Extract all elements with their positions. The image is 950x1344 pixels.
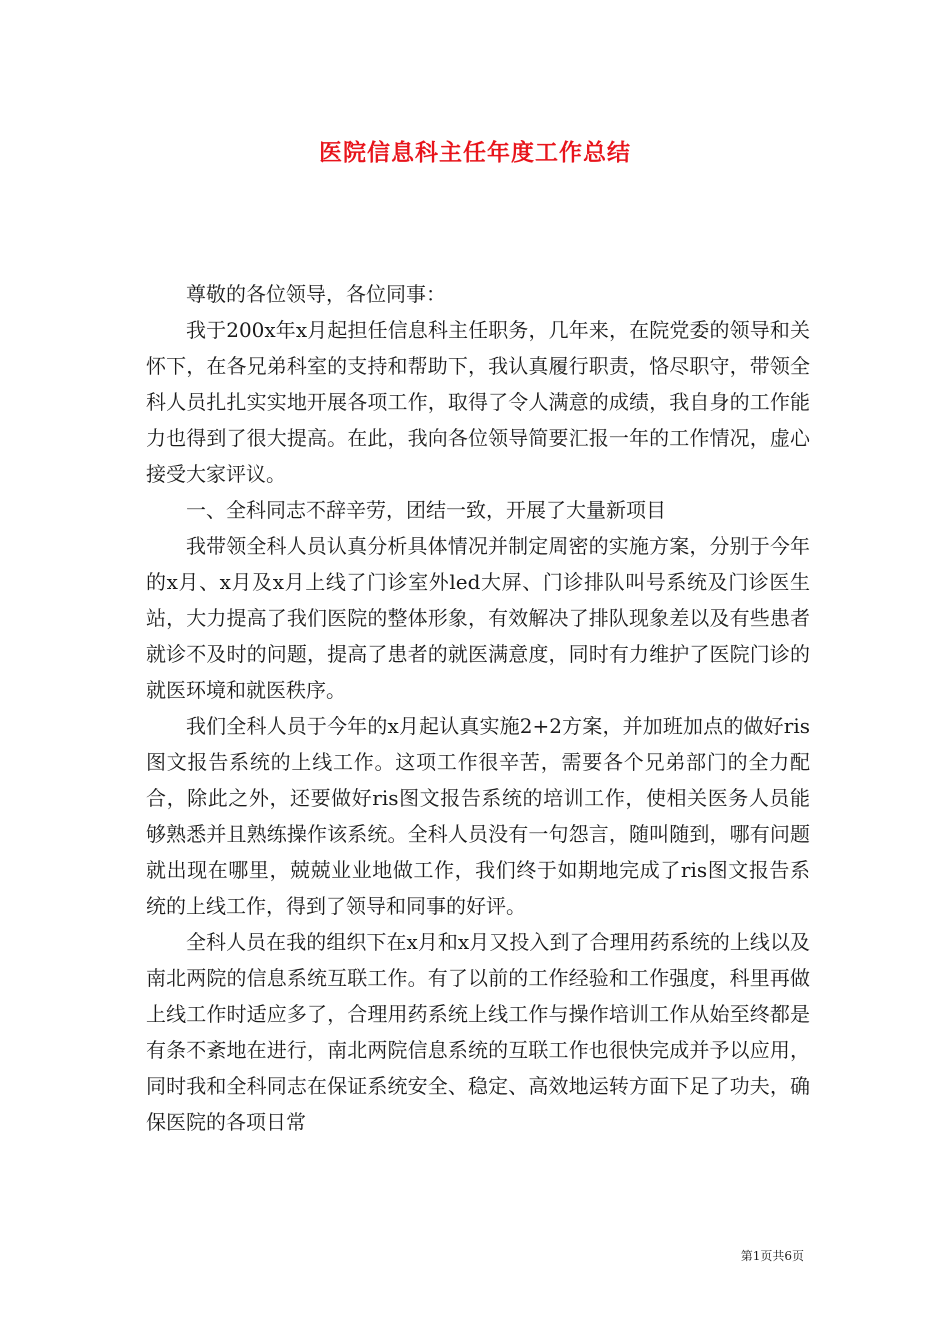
document-body bbox=[146, 276, 810, 1140]
section-heading-1: 一、全科同志不辞辛劳，团结一致，开展了大量新项目 bbox=[186, 498, 666, 522]
body-paragraph: 我带领全科人员认真分析具体情况并制定周密的实施方案，分别于今年的x月、x月及x月上线了门诊室外led大屏、门诊排队叫号系统及门诊医生站，大力提高了我们医院的整体形象，有效解决了排队现象差以及有些患者就诊不及时的问题，提高了患者的就医满意度，同时有力维护了医院门诊的就医环境和就医秩序。 bbox=[146, 534, 810, 702]
intro-paragraph: 我于200x年x月起担任信息科主任职务，几年来，在院党委的领导和关怀下，在各兄弟科室的支持和帮助下，我认真履行职责，恪尽职守，带领全科人员扎扎实实地开展各项工作，取得了令人满意的成绩，我自身的工作能力也得到了很大提高。在此，我向各位领导简要汇报一年的工作情况，虚心接受大家评议。 bbox=[146, 318, 810, 486]
page-number: 第1页共6页 bbox=[740, 1249, 804, 1263]
body-paragraph: 全科人员在我的组织下在x月和x月又投入到了合理用药系统的上线以及南北两院的信息系统互联工作。有了以前的工作经验和工作强度，科里再做上线工作时适应多了，合理用药系统上线工作与操作培训工作从始至终都是有条不紊地在进行，南北两院信息系统的互联工作也很快完成并予以应用，同时我和全科同志在保证系统安全、稳定、高效地运转方面下足了功夫，确保医院的各项日常 bbox=[146, 930, 810, 1134]
salutation-paragraph: 尊敬的各位领导，各位同事： bbox=[186, 282, 446, 306]
document-title: 医院信息科主任年度工作总结 bbox=[319, 139, 631, 166]
body-paragraph: 我们全科人员于今年的x月起认真实施2+2方案，并加班加点的做好ris图文报告系统的上线工作。这项工作很辛苦，需要各个兄弟部门的全力配合，除此之外，还要做好ris图文报告系统的培训工作，使相关医务人员能够熟悉并且熟练操作该系统。全科人员没有一句怨言，随叫随到，哪有问题就出现在哪里，兢兢业业地做工作，我们终于如期地完成了ris图文报告系统的上线工作，得到了领导和同事的好评。 bbox=[146, 714, 810, 918]
